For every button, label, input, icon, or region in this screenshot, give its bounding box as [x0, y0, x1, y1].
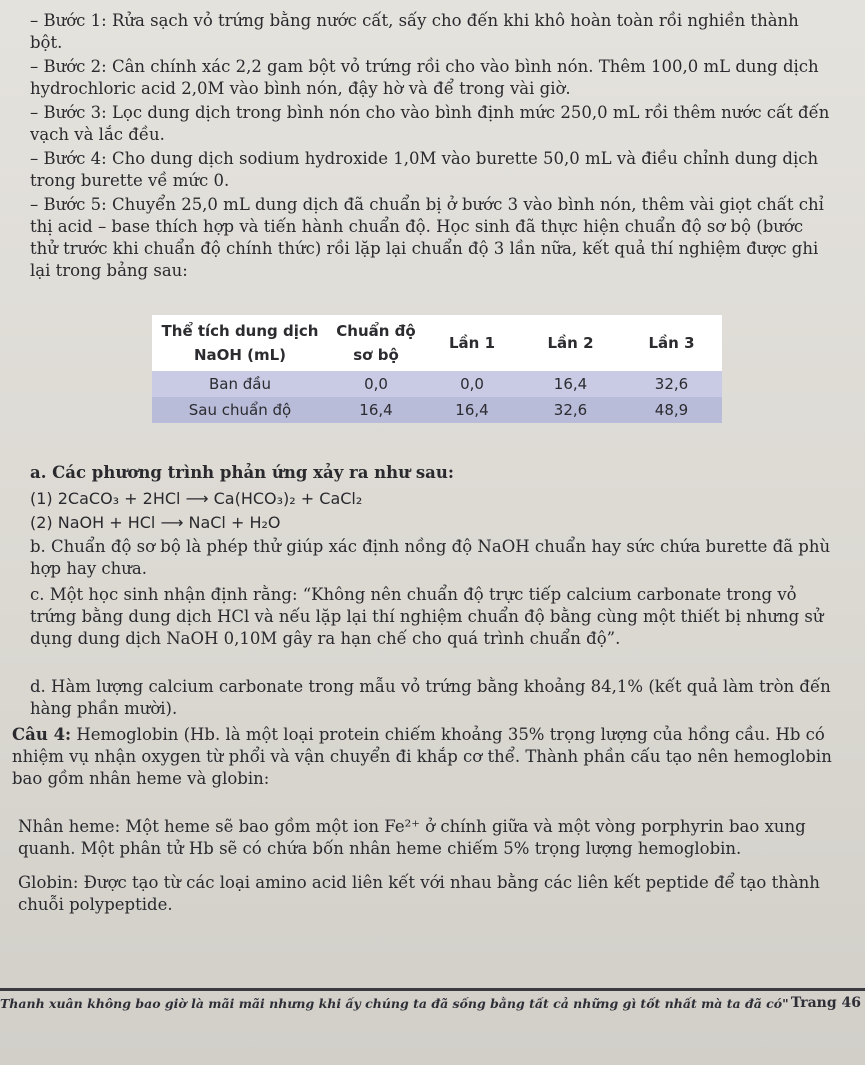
step-2: – Bước 2: Cân chính xác 2,2 gam bột vỏ trứng rồi cho vào bình nón. Thêm 100,0 mL dung dịch hydrochloric acid 2,0M vào bình nón, đậy hờ và để trong vài giờ. [30, 57, 819, 98]
equation-1: (1) 2CaCO₃ + 2HCl ⟶ Ca(HCO₃)₂ + CaCl₂ [30, 489, 363, 508]
question-4-text: Hemoglobin (Hb. là một loại protein chiếm khoảng 35% trọng lượng của hồng cầu. Hb có nhiệm vụ nhận oxygen từ phổi và vận chuyển đi khắp cơ thể. Thành phần cấu tạo nên hemoglobin bao gồm nhân heme và globin: [12, 725, 832, 788]
table-cell: 16,4 [328, 397, 424, 423]
table-cell: 0,0 [424, 371, 520, 397]
table-row [152, 397, 722, 423]
step-4: – Bước 4: Cho dung dịch sodium hydroxide 1,0M vào burette 50,0 mL và điều chỉnh dung dịch trong burette về mức 0. [30, 149, 819, 190]
table-header: Chuẩn độ sơ bộ [328, 315, 424, 371]
part-d: d. Hàm lượng calcium carbonate trong mẫu vỏ trứng bằng khoảng 84,1% (kết quả làm tròn đến hàng phần mười). [30, 677, 831, 718]
equation-2: (2) NaOH + HCl ⟶ NaCl + H₂O [30, 513, 281, 532]
table-header-row [152, 315, 722, 371]
part-a: a. Các phương trình phản ứng xảy ra như sau: [30, 463, 454, 482]
globin-paragraph: Globin: Được tạo từ các loại amino acid liên kết với nhau bằng các liên kết peptide để tạo thành chuỗi polypeptide. [18, 873, 820, 914]
heme-paragraph: Nhân heme: Một heme sẽ bao gồm một ion Fe²⁺ ở chính giữa và một vòng porphyrin bao xung quanh. Một phân tử Hb sẽ có chứa bốn nhân heme chiếm 5% trọng lượng hemoglobin. [18, 817, 806, 858]
step-1: – Bước 1: Rửa sạch vỏ trứng bằng nước cất, sấy cho đến khi khô hoàn toàn rồi nghiền thành bột. [30, 11, 799, 52]
step-3: – Bước 3: Lọc dung dịch trong bình nón cho vào bình định mức 250,0 mL rồi thêm nước cất đến vạch và lắc đều. [30, 103, 830, 144]
table-cell: 32,6 [520, 397, 621, 423]
part-b: b. Chuẩn độ sơ bộ là phép thử giúp xác định nồng độ NaOH chuẩn hay sức chứa burette đã phù hợp hay chưa. [30, 537, 831, 578]
footer-quote: Thanh xuân không bao giờ là mãi mãi nhưng khi ấy chúng ta đã sống bằng tất cả những gì tốt nhất mà ta đã có" [0, 996, 789, 1011]
titration-table [152, 315, 722, 423]
table-row [152, 371, 722, 397]
table-header: Lần 3 [621, 315, 722, 371]
table-cell: 16,4 [424, 397, 520, 423]
step-5: – Bước 5: Chuyển 25,0 mL dung dịch đã chuẩn bị ở bước 3 vào bình nón, thêm vài giọt chất chỉ thị acid – base thích hợp và tiến hành chuẩn độ. Học sinh đã thực hiện chuẩn độ sơ bộ (bước thử trước khi chuẩn độ chính thức) rồi lặp lại chuẩn độ 3 lần nữa, kết quả thí nghiệm được ghi lại trong bảng sau: [30, 195, 824, 280]
question-4-title: Câu 4: [12, 725, 72, 744]
part-c: c. Một học sinh nhận định rằng: “Không nên chuẩn độ trực tiếp calcium carbonate trong vỏ trứng bằng dung dịch HCl và nếu lặp lại thí nghiệm chuẩn độ bằng cùng một thiết bị nhưng sử dụng dung dịch NaOH 0,10M gây ra hạn chế cho quá trình chuẩn độ”. [30, 585, 824, 648]
page-number: Trang 46 [790, 995, 861, 1011]
table-header: Thể tích dung dịch NaOH (mL) [152, 315, 328, 371]
table-header: Lần 1 [424, 315, 520, 371]
table-cell: 16,4 [520, 371, 621, 397]
table-header: Lần 2 [520, 315, 621, 371]
question-4-intro [12, 724, 842, 790]
footer-divider [0, 988, 865, 991]
table-cell: Sau chuẩn độ [152, 397, 328, 423]
table-cell: 48,9 [621, 397, 722, 423]
table-cell: Ban đầu [152, 371, 328, 397]
table-cell: 0,0 [328, 371, 424, 397]
table-cell: 32,6 [621, 371, 722, 397]
